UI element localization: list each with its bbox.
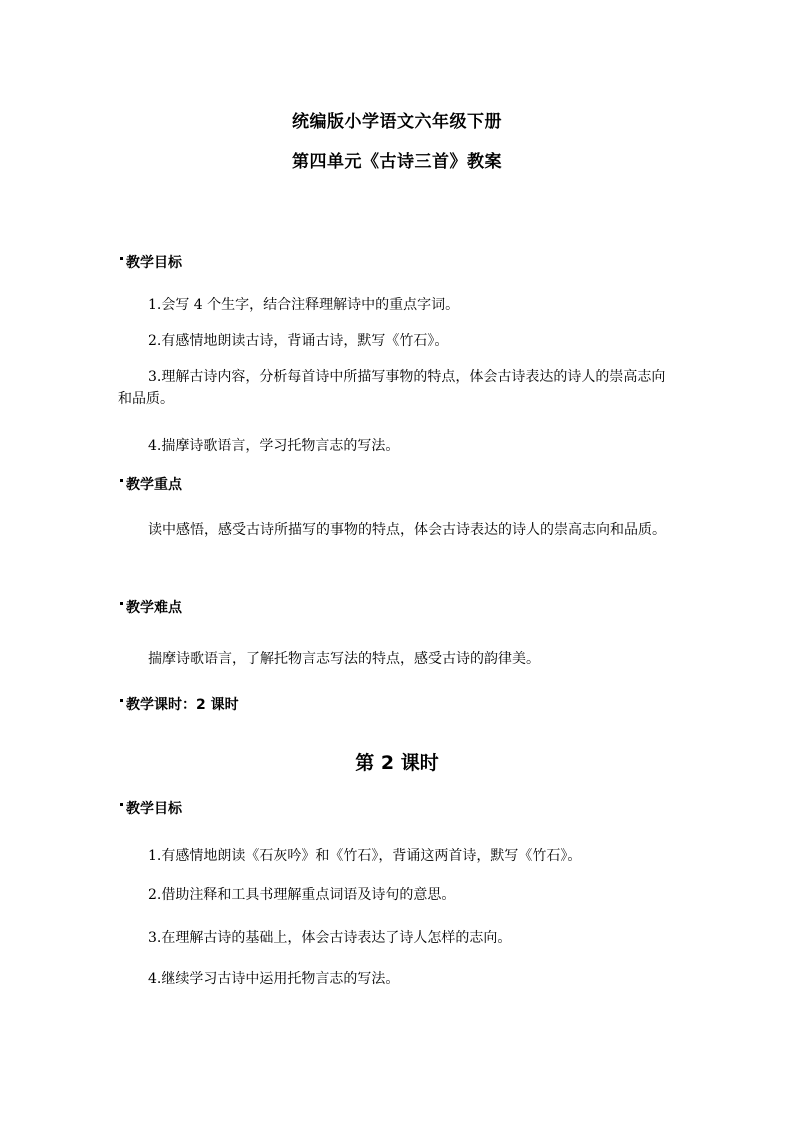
objectives-heading: 教学目标 (120, 254, 182, 272)
document-subtitle: 第四单元《古诗三首》教案 (292, 152, 502, 172)
bullet-icon (120, 699, 123, 702)
document-title: 统编版小学语文六年级下册 (292, 112, 502, 132)
objective-item-2: 2.有感情地朗读古诗，背诵古诗，默写《竹石》。 (148, 333, 449, 349)
key-points-heading: 教学重点 (120, 476, 182, 494)
bullet-icon (120, 479, 123, 482)
lesson-2-title: 第 2 课时 (355, 752, 439, 774)
bullet-icon (120, 803, 123, 806)
lesson-2-objective-item-2: 2.借助注释和工具书理解重点词语及诗句的意思。 (148, 887, 456, 903)
hours-heading: 教学课时：2 课时 (120, 696, 239, 714)
key-points-text: 读中感悟，感受古诗所描写的事物的特点，体会古诗表达的诗人的崇高志向和品质。 (148, 522, 666, 538)
lesson-2-objective-item-4: 4.继续学习古诗中运用托物言志的写法。 (148, 971, 400, 987)
bullet-icon (120, 602, 123, 605)
objective-item-1: 1.会写 4 个生字，结合注释理解诗中的重点字词。 (148, 297, 460, 313)
difficulties-heading: 教学难点 (120, 599, 182, 617)
bullet-icon (120, 257, 123, 260)
difficulties-text: 揣摩诗歌语言，了解托物言志写法的特点，感受古诗的韵律美。 (148, 651, 540, 667)
objective-item-4: 4.揣摩诗歌语言，学习托物言志的写法。 (148, 438, 400, 454)
lesson-2-objectives-heading: 教学目标 (120, 800, 182, 818)
objective-item-3: 3.理解古诗内容，分析每首诗中所描写事物的特点，体会古诗表达的诗人的崇高志向和品质。 (118, 369, 666, 407)
lesson-2-objective-item-1: 1.有感情地朗读《石灰吟》和《竹石》，背诵这两首诗，默写《竹石》。 (148, 848, 582, 864)
lesson-2-objective-item-3: 3.在理解古诗的基础上，体会古诗表达了诗人怎样的志向。 (148, 930, 512, 946)
